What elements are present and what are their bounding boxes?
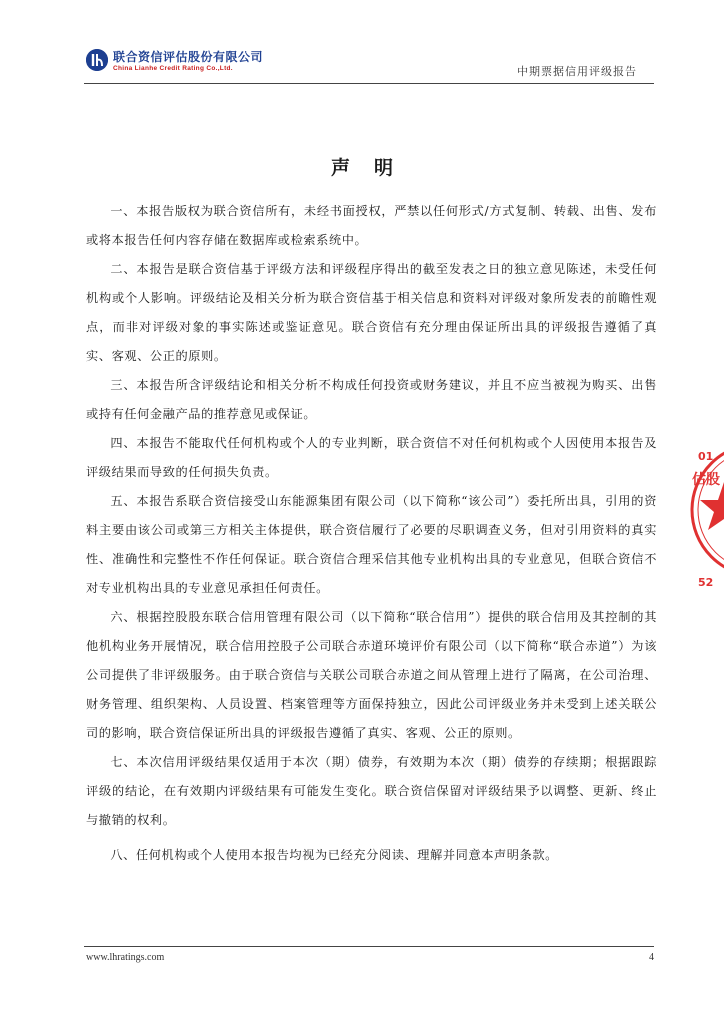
statement-paragraph-5: 五、本报告系联合资信接受山东能源集团有限公司（以下简称“该公司”）委托所出具，引用的资料主要由该公司或第三方相关主体提供，联合资信履行了必要的尽职调查义务，但对引用资料的真实性、准确性和完整性不作任何保证。联合资信合理采信其他专业机构出具的专业意见，但联合资信不对专业机构出具的专业意见承担任何责任。 (86, 494, 657, 595)
statement-paragraph-7: 七、本次信用评级结果仅适用于本次（期）债券，有效期为本次（期）债券的存续期；根据跟踪评级的结论，在有效期内评级结果有可能发生变化。联合资信保留对评级结果予以调整、更新、终止与撤销的权利。 (86, 755, 657, 827)
company-name-en: China Lianhe Credit Rating Co.,Ltd. (113, 65, 233, 72)
statement-paragraph-4: 四、本报告不能取代任何机构或个人的专业判断，联合资信不对任何机构或个人因使用本报告及评级结果而导致的任何损失负责。 (86, 436, 657, 479)
statement-paragraph-1: 一、本报告版权为联合资信所有，未经书面授权，严禁以任何形式/方式复制、转载、出售、发布或将本报告任何内容存储在数据库或检索系统中。 (86, 204, 657, 247)
statement-body (86, 197, 657, 870)
footer-divider (84, 946, 654, 947)
statement-paragraph-2: 二、本报告是联合资信基于评级方法和评级程序得出的截至发表之日的独立意见陈述，未受任何机构或个人影响。评级结论及相关分析为联合资信基于相关信息和资料对评级对象所发表的前瞻性观点，而非对评级对象的事实陈述或鉴证意见。联合资信有充分理由保证所出具的评级报告遵循了真实、客观、公正的原则。 (86, 262, 657, 363)
page-title: 声明 (330, 157, 417, 179)
seal-text-mid: 估股 (692, 472, 720, 488)
report-type: 中期票据信用评级报告 (517, 65, 637, 78)
company-name-cn: 联合资信评估股份有限公司 (113, 50, 264, 64)
seal-text-bottom: 52 (698, 576, 714, 589)
header-divider (84, 83, 654, 84)
statement-paragraph-8: 八、任何机构或个人使用本报告均视为已经充分阅读、理解并同意本声明条款。 (110, 848, 558, 862)
footer-website: www.lhratings.com (86, 952, 165, 963)
statement-paragraph-6: 六、根据控股股东联合信用管理有限公司（以下简称“联合信用”）提供的联合信用及其控制的其他机构业务开展情况，联合信用控股子公司联合赤道环境评价有限公司（以下简称“联合赤道”）为该公司提供了非评级服务。由于联合资信与关联公司联合赤道之间从管理上进行了隔离，在公司治理、财务管理、组织架构、人员设置、档案管理等方面保持独立，因此公司评级业务并未受到上述关联公司的影响，联合资信保证所出具的评级报告遵循了真实、客观、公正的原则。 (86, 610, 657, 740)
company-seal-stamp (688, 420, 724, 600)
page-header (0, 0, 724, 90)
seal-text-top: 01 (698, 450, 714, 463)
company-logo-icon (86, 49, 108, 71)
statement-paragraph-3: 三、本报告所含评级结论和相关分析不构成任何投资或财务建议，并且不应当被视为购买、出售或持有任何金融产品的推荐意见或保证。 (86, 378, 657, 421)
page-number: 4 (649, 952, 654, 963)
